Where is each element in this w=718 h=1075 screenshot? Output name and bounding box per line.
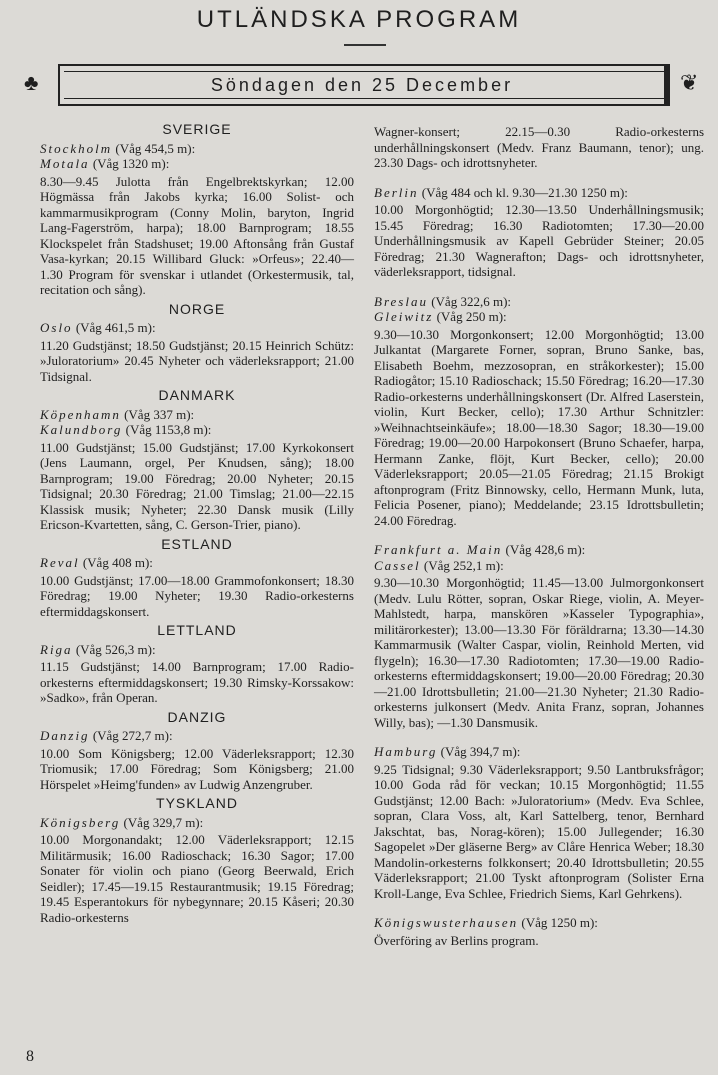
program-text: 10.00 Gudstjänst; 17.00—18.00 Grammofonkonsert; 18.30 Föredrag; 19.00 Nyheter; 19.30 Radio-orkesterns eftermiddagskonsert. [40,572,354,619]
wave-info: (Våg 329,7 m): [123,814,204,830]
title-rule [344,44,386,46]
station-line [374,185,704,201]
program-text: 9.25 Tidsignal; 9.30 Väderleksrapport; 9.50 Lantbruksfrågor; 10.00 Goda råd för veckan; 10.15 Morgonhögtid; 11.55 Gudstjänst; 12.00 Bach: »Juloratorium» (Medv. Eva Schlee, sopran, Clara Voss, alt, Karl Sattelberg, tenor, Bernhard Jakschtat, bas, Norag-kören); 15.00 Jullegender; 16.30 Sagopelet »Der gläserne Berg» av Clåre Henrica Weber; 18.30 Mandolin-orkesterns folkkonsert; 20.40 Idrottsbulletin; 20.55 Väderleksrapport; 21.00 Tyskt aftonprogram (Solister Erna Kroll-Lange, Eva Schlee, Friedrich Siems, Karl Gehrkens). [374,761,704,901]
station-name: Hamburg [374,744,438,759]
wave-info: (Våg 394,7 m): [440,744,521,759]
date-heading: Söndagen den 25 December [210,75,514,95]
station-name: Stockholm [40,140,113,156]
schedule-section [40,623,354,706]
country-heading: SVERIGE [162,121,232,137]
wave-info: (Våg 250 m): [436,309,507,324]
program-text: 10.00 Morgonhögtid; 12.30—13.50 Underhållningsmusik; 15.45 Föredrag; 16.30 Radiotomten; 17.30—20.00 Underhållningsmusik av Kapell Gebrüder Steiner; 20.05 Föredrag; 21.30 Wagnerafton; Dags- och idrottsnyheter, väderleksrapport, tidsignal. [374,202,704,279]
station-line [374,542,704,558]
station-name: Oslo [40,320,73,335]
program-text: 11.00 Gudstjänst; 15.00 Gudstjänst; 17.00 Kyrkokonsert (Jens Laumann, orgel, Per Knudsen, sång); 18.00 Barnprogram; 19.00 Föredrag; 20.00 Nyheter; 20.15 Tidsignal; 20.30 Föredrag; 21.00 Timslag; 21.00—22.15 Klassisk musik; Nyheter; 22.30 Dansk musik (Lilly Ericson-Kvartetten, sång, C. Gerson-Trier, piano). [40,439,354,532]
wave-info: (Våg 484 och kl. 9.30—21.30 1250 m): [421,184,628,200]
wave-info: (Våg 454,5 m): [115,140,196,156]
station-name: Motala [40,156,90,171]
program-text: 11.15 Gudstjänst; 14.00 Barnprogram; 17.00 Radio-orkesterns eftermiddagskonsert; 19.30 Rimsky-Korssakow: »Sadko», från Operan. [40,659,354,705]
wave-info: (Våg 526,3 m): [75,641,156,657]
schedule-section [374,915,704,948]
station-line [40,141,354,157]
schedule-section [40,710,354,793]
ornament-right-icon: ❦ [680,70,699,95]
station-name: Danzig [40,728,90,743]
wave-info: (Våg 1250 m): [521,915,598,930]
schedule-section [40,537,354,620]
schedule-section [40,388,354,533]
station-line [374,915,704,931]
program-text: Överföring av Berlins program. [374,932,539,948]
left-column [40,122,354,929]
station-line [40,320,354,336]
right-column [374,122,704,962]
station-name: Reval [40,555,80,570]
wave-info: (Våg 428,6 m): [505,542,586,557]
country-heading: NORGE [168,300,226,317]
wave-info: (Våg 408 m): [82,555,153,570]
schedule-section [374,124,704,171]
wave-info: (Våg 1320 m): [92,156,170,171]
station-line [40,422,354,438]
station-line [374,558,704,574]
schedule-section [374,744,704,901]
schedule-section [374,185,704,280]
program-text: 8.30—9.45 Julotta från Engelbrektskyrkan; 12.00 Högmässa från Jakobs kyrka; 16.00 Solist- och kammarmusikprogram (Conny Molin, baryton, Ingrid Lang-Fagerström, harpa); 18.00 Barnprogram; 18.55 Klockspelet från Stadshuset; 19.00 Aftonsång från Gustaf Vasa-kyrkan; 20.15 Willibard Gluck: »Orfeus»; 22.40—1.30 Program för svenskar i utlandet (Orkestermusik, tal, recitation och sång). [40,173,354,297]
program-text: 9.30—10.30 Morgonhögtid; 11.45—13.00 Julmorgonkonsert (Medv. Lulu Rötter, sopran, Oskar Riege, violin, A. Meyer-Mahlstedt, harpa, manskören »Kasseler Typographia», militärorkester); 13.00—13.30 För föräldrarna; 13.30—14.30 Kammarmusik (Walter Caspar, violin, Reinhold Merten, vid flygeln); 16.30—17.30 Radiotomten; 17.30—19.00 Radio-orkesterns eftermiddagskonsert; 19.00—20.00 Föredrag; 20.30—21.00 Idrottsbulletin; 21.00—21.30 Nyheter; 21.30 Radio-orkesterns julkonsert (Medv. Anita Franz, sopran, Johannes Willy, bas); —1.30 Dansmusik. [374,575,704,730]
date-banner [58,64,670,106]
station-name: Frankfurt a. Main [374,542,503,557]
wave-info: (Våg 1153,8 m): [125,422,212,437]
program-text: 11.20 Gudstjänst; 18.50 Gudstjänst; 20.15 Heinrich Schütz: »Juloratorium» 20.45 Nyheter och väderleksrapport; 21.00 Tidsignal. [40,337,354,384]
station-name: Gleiwitz [374,309,434,324]
station-name: Kalundborg [40,422,123,437]
station-name: Königsberg [40,814,121,830]
station-line [40,156,354,172]
wave-info: (Våg 322,6 m): [431,293,512,309]
ornament-left-icon: ♣ [24,70,39,95]
wave-info: (Våg 461,5 m): [75,320,156,335]
wave-info: (Våg 252,1 m): [423,557,504,573]
program-text: Wagner-konsert; 22.15—0.30 Radio-orkesterns underhållningskonsert (Medv. Franz Baumann, tenor); ung. 23.30 Dags- och idrottsnyheter. [374,124,704,170]
station-name: Cassel [374,557,421,573]
station-name: Königswusterhausen [374,915,519,930]
program-text: 10.00 Morgonandakt; 12.00 Väderleksrapport; 12.15 Militärmusik; 16.00 Radioschack; 16.30 Sagor; 17.00 Sonater för violin och piano (Georg Beerwald, Erich Seidler); 17.45—19.15 Restaurantmusik; 19.15 Föredrag; 19.45 Esperantokurs för nybegynnare; 20.15 Kåseri; 20.30 Radio-orkesterns [40,832,354,925]
page-title: UTLÄNDSKA PROGRAM [196,6,522,33]
wave-info: (Våg 272,7 m): [92,728,173,743]
station-name: Riga [40,641,73,657]
country-heading: TYSKLAND [156,795,238,811]
program-text: 10.00 Som Königsberg; 12.00 Väderleksrapport; 12.30 Triomusik; 17.00 Föredrag; Som Königsberg; 21.00 Hörspelet »Heimg'funden» av Ludwig Anzengruber. [40,745,354,792]
country-heading: DANZIG [167,708,227,725]
station-line [40,815,354,831]
station-line [40,728,354,744]
station-line [40,642,354,658]
country-heading: ESTLAND [161,535,233,552]
schedule-section [374,542,704,730]
country-heading: LETTLAND [157,622,237,638]
station-name: Breslau [374,293,428,309]
page-number: 8 [26,1048,34,1065]
program-text: 9.30—10.30 Morgonkonsert; 12.00 Morgonhögtid; 13.00 Julkantat (Margarete Forner, sopran, Bruno Sanke, bas, Elisabeth Boehm, mezzosopran, en stråkorkester); 15.00 Radiogåtor; 15.10 Radioschack; 15.50 Föredrag; 16.20—17.30 Radio-orkesterns underhållningskonsert (Dr. Alfred Laserstein, violin, Kurt Becker, cello); 17.30 Arthur Schnitzler: »Weihnachtseinkäufe»; 18.00—18.30 Sagor; 18.30—19.00 Föredrag; 19.00—20.00 Harpokonsert (Bruno Schaefer, harpa, Hermann Zanke, flöjt, Kurt Becker, cello); 20.00 Väderleksrapport; 20.05—21.05 Föredrag; 21.15 Brokigt aftonprogram (Fritz Binnowsky, cello, Hermann Munk, luta, Felicia Posener, piano); Meddelande; 23.15 Idrottsbulletin; 24.00 Föredrag. [374,326,704,528]
schedule-section [374,294,704,529]
station-line [374,309,704,325]
station-name: Köpenhamn [40,406,121,422]
station-name: Berlin [374,184,419,200]
station-line [374,744,704,760]
schedule-section [40,796,354,925]
schedule-section [40,122,354,298]
station-line [40,407,354,423]
wave-info: (Våg 337 m): [124,406,195,422]
station-line [40,555,354,571]
schedule-section [40,302,354,385]
country-heading: DANMARK [158,387,236,403]
station-line [374,294,704,310]
